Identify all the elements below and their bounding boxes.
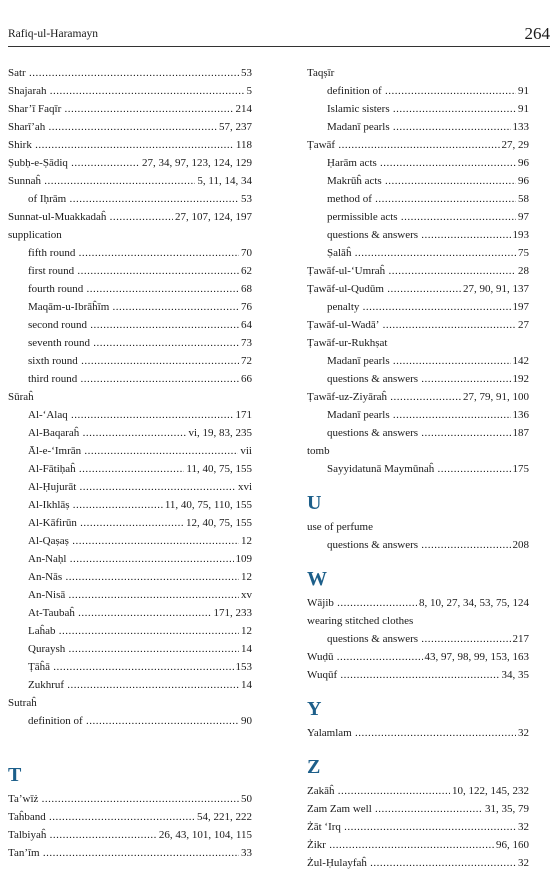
index-entry [307,818,529,836]
index-term: Madanī pearls ..... [327,355,529,367]
index-term: An-Nās ..... [28,571,252,583]
index-term: Sharī’ah ..... [8,121,252,133]
index-term: definition of ..... [28,715,252,727]
index-term: Madanī pearls ..... [327,409,529,421]
index-page-refs: 109 [234,550,253,568]
index-term: Ṭawāf-ul-‘Umraĥ ..... [307,265,529,277]
index-term: Ṭawāf ..... [307,139,529,151]
index-page-refs: 11, 40, 75, 110, 155 [163,496,252,514]
index-page-refs: 12 [239,622,252,640]
index-term: Żul-Ḥulayfaĥ ..... [307,857,529,869]
index-column-left [8,64,252,862]
section-letter-heading: W [307,568,327,590]
index-term: Wuqūf ..... [307,669,529,681]
index-subentry [8,370,252,388]
index-subentry [8,262,252,280]
index-subentry [307,460,529,478]
index-page-refs: vi, 19, 83, 235 [186,424,252,442]
index-term: second round ..... [28,319,252,331]
page-number: 264 [524,24,550,43]
index-page-refs: 33 [239,844,252,862]
index-term: tomb [307,445,330,457]
index-entry [307,854,529,872]
index-column-right [307,64,529,872]
index-term: use of perfume [307,521,373,533]
index-page-refs: xv [239,586,252,604]
index-term: Shirk ..... [8,139,252,151]
index-term: Zam Zam well ..... [307,803,529,815]
index-page-refs: 28 [516,262,529,280]
index-subentry [8,550,252,568]
index-page-refs: 76 [239,298,252,316]
index-term: Ṭawāf-ul-Qudūm ..... [307,283,529,295]
index-term: Żikr ..... [307,839,529,851]
index-entry [8,226,252,244]
index-page-refs: 27, 79, 91, 100 [461,388,529,406]
index-page-refs: 64 [239,316,252,334]
index-page-refs: 27 [516,316,529,334]
index-subentry [8,658,252,676]
index-subentry [307,630,529,648]
index-subentry [8,712,252,730]
index-term: Islamic sisters ..... [327,103,529,115]
index-term: Zakāĥ ..... [307,785,529,797]
index-page-refs: 66 [239,370,252,388]
index-subentry [8,622,252,640]
index-term: first round ..... [28,265,252,277]
index-entry [8,154,252,172]
index-term: questions & answers ..... [327,539,529,551]
index-subentry [307,370,529,388]
index-page-refs: 58 [516,190,529,208]
index-page-refs: 217 [511,630,530,648]
index-page-refs: 214 [234,100,253,118]
section-letter-heading: T [8,764,22,786]
index-subentry [307,208,529,226]
index-subentry [8,244,252,262]
index-term: Al-Baqaraĥ ..... [28,427,252,439]
index-subentry [307,100,529,118]
index-term: Ṭāĥā ..... [28,661,252,673]
index-term: wearing stitched clothes [307,615,414,627]
index-entry [307,666,529,684]
index-page-refs: 11, 40, 75, 155 [184,460,252,478]
index-term: permissible acts ..... [327,211,529,223]
index-page-refs: 43, 97, 98, 99, 153, 163 [423,648,530,666]
index-page-refs: 27, 34, 97, 123, 124, 129 [140,154,252,172]
index-entry [307,334,529,352]
index-term: Al-Ḥujurāt ..... [28,481,252,493]
index-entry [8,118,252,136]
index-page-refs: 136 [511,406,530,424]
index-term: questions & answers ..... [327,427,529,439]
index-entry [8,172,252,190]
index-page-refs: 187 [511,424,530,442]
index-page-refs: 193 [511,226,530,244]
index-page-refs: 70 [239,244,252,262]
index-term: Wuḍū ..... [307,651,529,663]
index-term: method of ..... [327,193,529,205]
index-entry [307,518,529,536]
index-entry [8,82,252,100]
index-subentry [307,244,529,262]
index-page-refs: vii [238,442,252,460]
index-subentry [8,676,252,694]
index-term: Sayyidatunā Maymūnaĥ ..... [327,463,529,475]
index-page-refs: 171 [234,406,253,424]
section-letter-heading: Y [307,698,322,720]
index-term: Wājib ..... [307,597,529,609]
index-term: An-Nisā ..... [28,589,252,601]
index-entry [8,808,252,826]
index-term: Sutraĥ [8,697,37,709]
index-subentry [8,568,252,586]
index-page-refs: 153 [234,658,253,676]
index-term: Ṭawāf-ul-Wadā’ ..... [307,319,529,331]
index-page-refs: 27, 29 [500,136,530,154]
index-term: definition of ..... [327,85,529,97]
index-term: Sūraĥ [8,391,34,403]
index-page-refs: 96, 160 [494,836,529,854]
index-term: Al-Kāfirūn ..... [28,517,252,529]
index-page-refs: 50 [239,790,252,808]
index-page-refs: 12, 40, 75, 155 [184,514,252,532]
index-page-refs: 27, 107, 124, 197 [173,208,252,226]
index-term: Ḥarām acts ..... [327,157,529,169]
index-page-refs: 31, 35, 79 [483,800,529,818]
index-page-refs: 5 [245,82,253,100]
index-entry [307,316,529,334]
index-page-refs: 73 [239,334,252,352]
index-subentry [8,478,252,496]
index-subentry [8,316,252,334]
index-term: questions & answers ..... [327,633,529,645]
index-subentry [8,280,252,298]
index-subentry [8,190,252,208]
index-term: Taqṣīr [307,67,335,79]
index-page-refs: 53 [239,190,252,208]
index-term: third round ..... [28,373,252,385]
index-term: Ta’wīż ..... [8,793,252,805]
index-entry [8,100,252,118]
index-page-refs: 54, 221, 222 [195,808,252,826]
index-page-refs: xvi [236,478,252,496]
index-page-refs: 14 [239,676,252,694]
index-subentry [8,424,252,442]
index-subentry [8,334,252,352]
index-entry [307,800,529,818]
index-entry [307,612,529,630]
index-page-refs: 32 [516,724,529,742]
index-entry [307,836,529,854]
index-term: Żāt ‘Irq ..... [307,821,529,833]
index-term: penalty ..... [327,301,529,313]
index-subentry [307,172,529,190]
index-page-refs: 10, 122, 145, 232 [450,782,529,800]
index-term: supplication [8,229,62,241]
index-subentry [307,226,529,244]
index-term: Maqām-u-Ibrāĥīm ..... [28,301,252,313]
index-entry [8,64,252,82]
index-entry [307,280,529,298]
index-term: Ṭawāf-ur-Rukhṣat [307,337,388,349]
index-page-refs: 68 [239,280,252,298]
index-term: Ṣalāĥ ..... [327,247,529,259]
index-subentry [8,298,252,316]
index-page-refs: 142 [511,352,530,370]
index-term: Satr ..... [8,67,252,79]
index-subentry [8,406,252,424]
index-term: At-Taubaĥ ..... [28,607,252,619]
index-page-refs: 90 [239,712,252,730]
index-term: Sunnat-ul-Muakkadaĥ ..... [8,211,252,223]
index-subentry [307,424,529,442]
index-term: Al-Ikhlāṣ ..... [28,499,252,511]
index-entry [307,442,529,460]
index-term: Taĥband ..... [8,811,252,823]
index-entry [8,826,252,844]
index-term: Al-‘Alaq ..... [28,409,252,421]
index-entry [8,790,252,808]
index-subentry [8,532,252,550]
index-term: Sunnaĥ ..... [8,175,252,187]
index-term: Shajarah ..... [8,85,252,97]
index-subentry [307,406,529,424]
index-subentry [307,190,529,208]
index-page-refs: 12 [239,568,252,586]
index-term: An-Naḥl ..... [28,553,252,565]
index-term: Makrūĥ acts ..... [327,175,529,187]
index-page-refs: 175 [511,460,530,478]
index-subentry [307,82,529,100]
index-subentry [307,154,529,172]
index-term: seventh round ..... [28,337,252,349]
running-title: Rafiq-ul-Haramayn [8,28,99,40]
index-page-refs: 171, 233 [212,604,253,622]
index-term: Yalamlam ..... [307,727,529,739]
index-term: Shar’ī Faqīr ..... [8,103,252,115]
index-entry [8,844,252,862]
index-page-refs: 5, 11, 14, 34 [195,172,252,190]
index-term: sixth round ..... [28,355,252,367]
index-entry [307,724,529,742]
index-subentry [8,586,252,604]
index-term: fifth round ..... [28,247,252,259]
index-term: questions & answers ..... [327,229,529,241]
index-subentry [8,442,252,460]
index-term: Āl-e-‘Imrān ..... [28,445,252,457]
index-term: Ṭawāf-uz-Ziyāraĥ ..... [307,391,529,403]
index-subentry [8,514,252,532]
index-entry [307,648,529,666]
index-subentry [8,460,252,478]
index-page-refs: 32 [516,818,529,836]
index-page-refs: 97 [516,208,529,226]
index-entry [8,694,252,712]
index-entry [8,208,252,226]
index-page-refs: 62 [239,262,252,280]
index-term: Tan’īm ..... [8,847,252,859]
index-page-refs: 57, 237 [217,118,252,136]
section-gap [8,730,252,750]
index-entry [8,136,252,154]
index-page-refs: 34, 35 [500,666,530,684]
index-entry [307,64,529,82]
index-page-refs: 197 [511,298,530,316]
index-page-refs: 133 [511,118,530,136]
index-page-refs: 12 [239,532,252,550]
index-term: Al-Qaṣaṣ ..... [28,535,252,547]
index-term: questions & answers ..... [327,373,529,385]
index-page-refs: 72 [239,352,252,370]
index-term: Talbiyaĥ ..... [8,829,252,841]
index-entry [307,136,529,154]
index-term: fourth round ..... [28,283,252,295]
index-term: Ṣubḥ-e-Ṣādiq ..... [8,157,252,169]
index-entry [307,594,529,612]
index-entry [307,262,529,280]
section-letter-heading: Z [307,756,321,778]
index-entry [307,388,529,406]
index-subentry [8,604,252,622]
section-letter-heading: U [307,492,322,514]
index-page-refs: 91 [516,100,529,118]
index-term: of Iḥrām ..... [28,193,252,205]
index-subentry [307,298,529,316]
index-page-refs: 27, 90, 91, 137 [461,280,529,298]
index-term: Laĥab ..... [28,625,252,637]
index-term: Al-Fātiḥaĥ ..... [28,463,252,475]
index-subentry [307,536,529,554]
index-page-refs: 96 [516,154,529,172]
index-page-refs: 96 [516,172,529,190]
index-page-refs: 14 [239,640,252,658]
index-subentry [307,352,529,370]
index-term: Zukhruf ..... [28,679,252,691]
index-page-refs: 53 [239,64,252,82]
index-entry [307,782,529,800]
index-page-refs: 32 [516,854,529,872]
index-term: Quraysh ..... [28,643,252,655]
index-subentry [8,640,252,658]
index-subentry [8,352,252,370]
index-page-refs: 208 [511,536,530,554]
index-subentry [8,496,252,514]
index-page-refs: 75 [516,244,529,262]
index-entry [8,388,252,406]
index-page-refs: 26, 43, 101, 104, 115 [157,826,252,844]
index-page-refs: 118 [234,136,252,154]
index-page-refs: 91 [516,82,529,100]
index-page-refs: 192 [511,370,530,388]
page-header [8,22,550,47]
index-subentry [307,118,529,136]
index-page-refs: 8, 10, 27, 34, 53, 75, 124 [417,594,529,612]
index-term: Madanī pearls ..... [327,121,529,133]
